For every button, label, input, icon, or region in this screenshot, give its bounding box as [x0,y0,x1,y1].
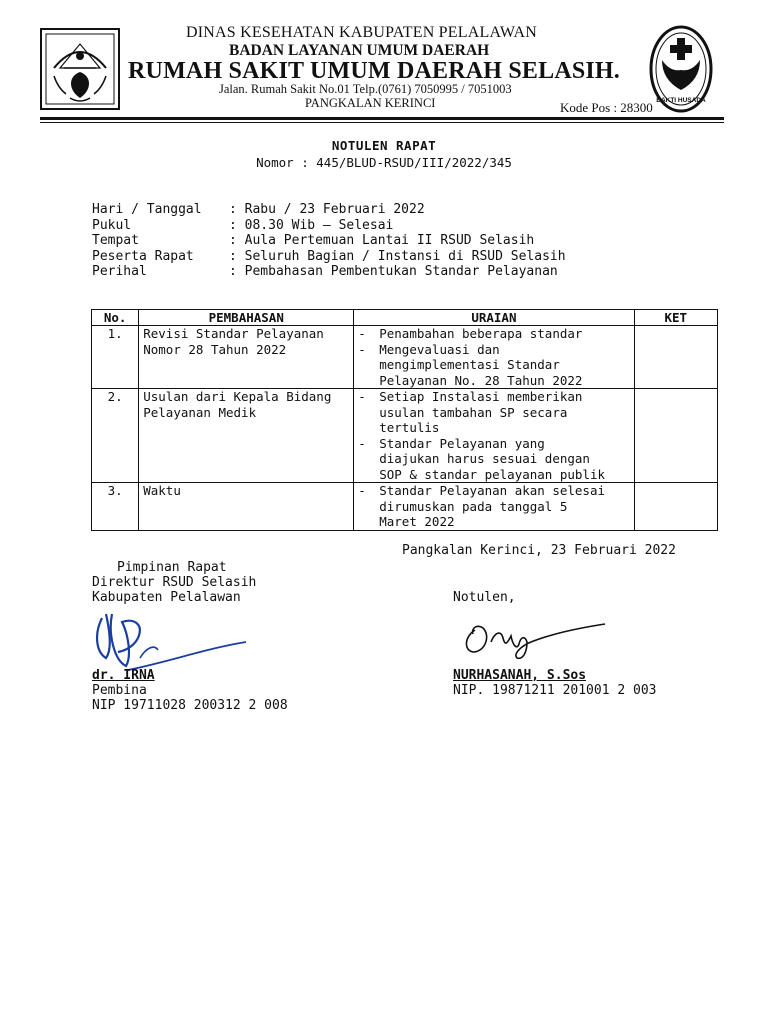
notulen-nip: NIP. 19871211 201001 2 003 [453,683,657,698]
row-uraian [354,483,634,531]
chair-regency: Kabupaten Pelalawan [92,590,241,605]
bakti-husada-emblem-icon [648,24,714,114]
uraian-item [358,483,629,530]
notulen-role: Notulen, [453,590,516,605]
row-pembahasan [139,483,354,531]
table-header-row [92,310,718,326]
table-row [92,326,718,389]
detail-label: Tempat [92,233,139,248]
uraian-line: Setiap Instalasi memberikan [379,389,583,404]
uraian-line: usulan tambahan SP secara [379,404,568,420]
uraian-text [379,483,605,530]
document-title: NOTULEN RAPAT [331,138,437,153]
detail-label: Peserta Rapat [92,248,194,264]
letterhead-divider [40,117,724,120]
pembahasan-line: Pelayanan Medik [143,404,257,420]
bullet-dash: - [358,435,366,451]
chair-nip: NIP 19711028 200312 2 008 [92,698,288,713]
place-date: Pangkalan Kerinci, 23 Februari 2022 [402,543,676,558]
detail-label: Pukul [92,217,132,233]
uraian-item [358,342,629,389]
row-number: 2. [92,389,139,483]
emblem-lettering: BAKTI HUSADA [656,97,706,104]
pelalawan-regency-emblem-icon [40,28,120,110]
uraian-text [379,342,582,389]
row-pembahasan [139,326,354,389]
uraian-line: tertulis [379,420,440,435]
detail-row [92,233,566,249]
hospital-address: Jalan. Rumah Sakit No.01 Telp.(0761) 7050995 / 7051003 [219,82,512,96]
notulen-name: NURHASANAH, S.Sos [453,668,587,683]
notulen-signature-icon [455,606,625,666]
row-uraian [354,326,634,389]
uraian-line: Standar Pelayanan akan selesai [379,483,606,498]
chair-rank: Pembina [92,683,147,698]
table-row [92,483,718,531]
detail-value: : 08.30 Wib – Selesai [229,217,394,233]
pembahasan-line: Usulan dari Kepala Bidang [143,389,332,404]
pembahasan-line: Nomor 28 Tahun 2022 [143,341,287,357]
uraian-line: Mengevaluasi dan [379,341,500,357]
row-ket [634,389,717,483]
hospital-name: RUMAH SAKIT UMUM DAERAH SELASIH. [128,58,621,84]
uraian-line: dirumuskan pada tanggal 5 [379,498,568,514]
uraian-text [379,436,605,483]
bullet-dash: - [358,341,366,357]
letterhead-divider-thin [40,122,724,123]
uraian-line: mengimplementasi Standar [379,357,560,372]
pembahasan-line: Waktu [143,483,181,498]
meeting-details [92,202,566,280]
detail-row [92,264,566,280]
detail-row [92,249,566,265]
document-number: Nomor : 445/BLUD-RSUD/III/2022/345 [256,155,512,170]
agency-name: DINAS KESEHATAN KABUPATEN PELALAWAN [186,24,537,41]
row-ket [634,326,717,389]
uraian-line: SOP & standar pelayanan publik [379,466,606,482]
header-ket: KET [634,310,717,326]
row-ket [634,483,717,531]
row-pembahasan [139,389,354,483]
detail-row [92,218,566,234]
row-number: 3. [92,483,139,531]
detail-value: : Pembahasan Pembentukan Standar Pelayanan [229,264,558,279]
minutes-table [91,309,718,531]
uraian-item [358,436,629,483]
bullet-dash: - [358,483,366,498]
uraian-text [379,326,582,342]
uraian-item [358,326,629,342]
detail-label: Hari / Tanggal [92,202,202,217]
detail-row [92,202,566,218]
uraian-line: Penambahan beberapa standar [379,326,583,341]
row-uraian [354,389,634,483]
bullet-dash: - [358,326,366,341]
uraian-line: Pelayanan No. 28 Tahun 2022 [379,372,583,388]
pembahasan-line: Revisi Standar Pelayanan [143,326,324,341]
chair-position: Direktur RSUD Selasih [92,575,257,590]
table-row [92,389,718,483]
detail-value: : Rabu / 23 Februari 2022 [229,202,425,217]
header-no: No. [92,310,139,326]
header-pembahasan: PEMBAHASAN [139,310,354,326]
agency-subtitle: BADAN LAYANAN UMUM DAERAH [229,42,490,59]
bullet-dash: - [358,389,366,404]
uraian-line: diajukan harus sesuai dengan [379,451,590,466]
row-number: 1. [92,326,139,389]
uraian-line: Standar Pelayanan yang [379,435,545,451]
uraian-item [358,389,629,436]
detail-label: Perihal [92,264,147,279]
letterhead [0,0,768,130]
header-uraian: URAIAN [354,310,634,326]
detail-value: : Aula Pertemuan Lantai II RSUD Selasih [229,233,535,248]
detail-value: : Seluruh Bagian / Instansi di RSUD Selasih [229,248,566,264]
hospital-city: PANGKALAN KERINCI [305,96,436,110]
uraian-text [379,389,582,436]
chair-role: Pimpinan Rapat [117,560,227,575]
uraian-line: Maret 2022 [379,514,455,529]
postal-code: Kode Pos : 28300 [560,100,653,115]
chair-name: dr. IRNA [92,668,155,683]
